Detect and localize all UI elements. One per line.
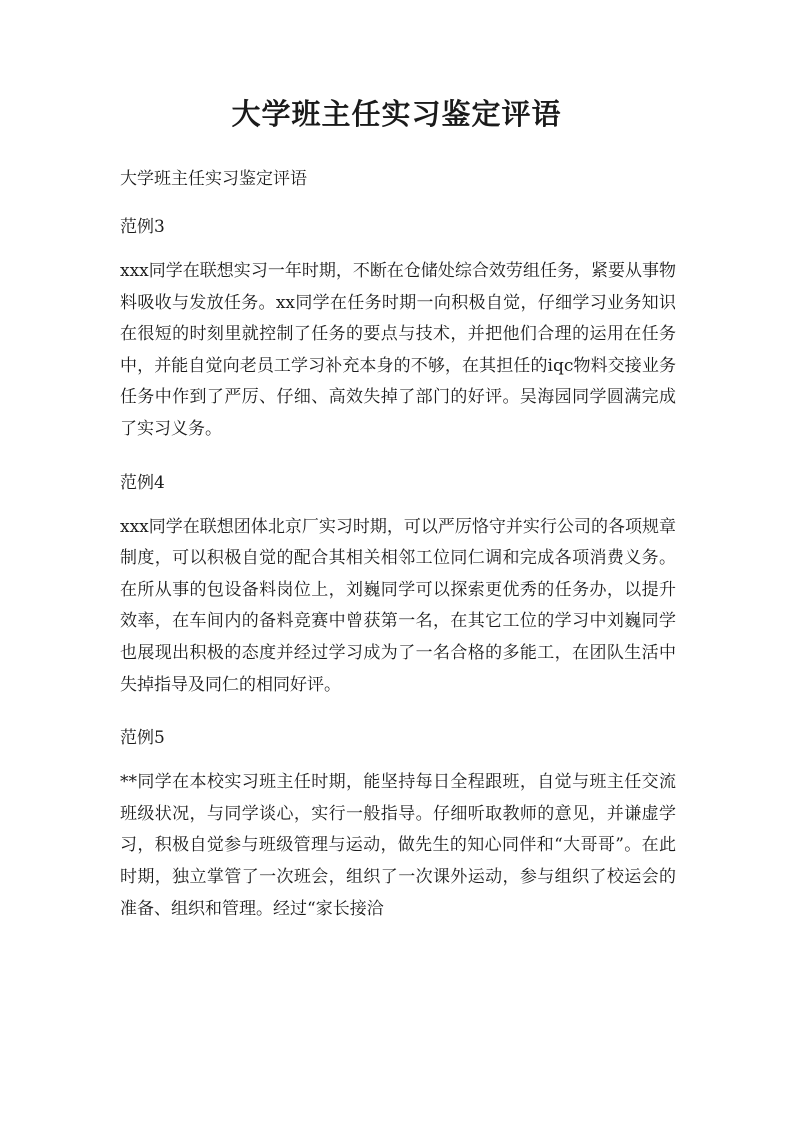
- section-heading-example-3: 范例3: [120, 217, 165, 237]
- document-title: 大学班主任实习鉴定评语: [231, 97, 562, 131]
- section-heading-example-5: 范例5: [120, 728, 165, 749]
- document-body: [120, 160, 676, 943]
- section-body-example-4: xxx同学在联想团体北京厂实习时期，可以严厉恪守并实行公司的各项规章制度，可以积极自觉的配合其相关相邻工位同仁调和完成各项消费义务。在所从事的包设备料岗位上，刘巍同学可以探索更优秀的任务办，以提升效率，在车间内的备料竞赛中曾获第一名，在其它工位的学习中刘巍同学也展现出积极的态度并经过学习成为了一名合格的多能工，在团队生活中失掉指导及同仁的相同好评。: [120, 516, 676, 695]
- document-subtitle: 大学班主任实习鉴定评语: [120, 169, 307, 189]
- section-heading-example-4: 范例4: [120, 472, 165, 493]
- section-body-example-3: xxx同学在联想实习一年时期，不断在仓储处综合效劳组任务，紧要从事物料吸收与发放任务。xx同学在任务时期一向积极自觉，仔细学习业务知识在很短的时刻里就控制了任务的要点与技术，并把他们合理的运用在任务中，并能自觉向老员工学习补充本身的不够，在其担任的iqc物料交接业务任务中作到了严厉、仔细、高效失掉了部门的好评。吴海园同学圆满完成了实习义务。: [120, 261, 676, 439]
- section-body-example-5: **同学在本校实习班主任时期，能坚持每日全程跟班，自觉与班主任交流班级状况，与同学谈心，实行一般指导。仔细听取教师的意见，并谦虚学习，积极自觉参与班级管理与运动，做先生的知心同伴和“大哥哥”。在此时期，独立掌管了一次班会，组织了一次课外运动，参与组织了校运会的准备、组织和管理。经过“家长接洽: [120, 772, 676, 919]
